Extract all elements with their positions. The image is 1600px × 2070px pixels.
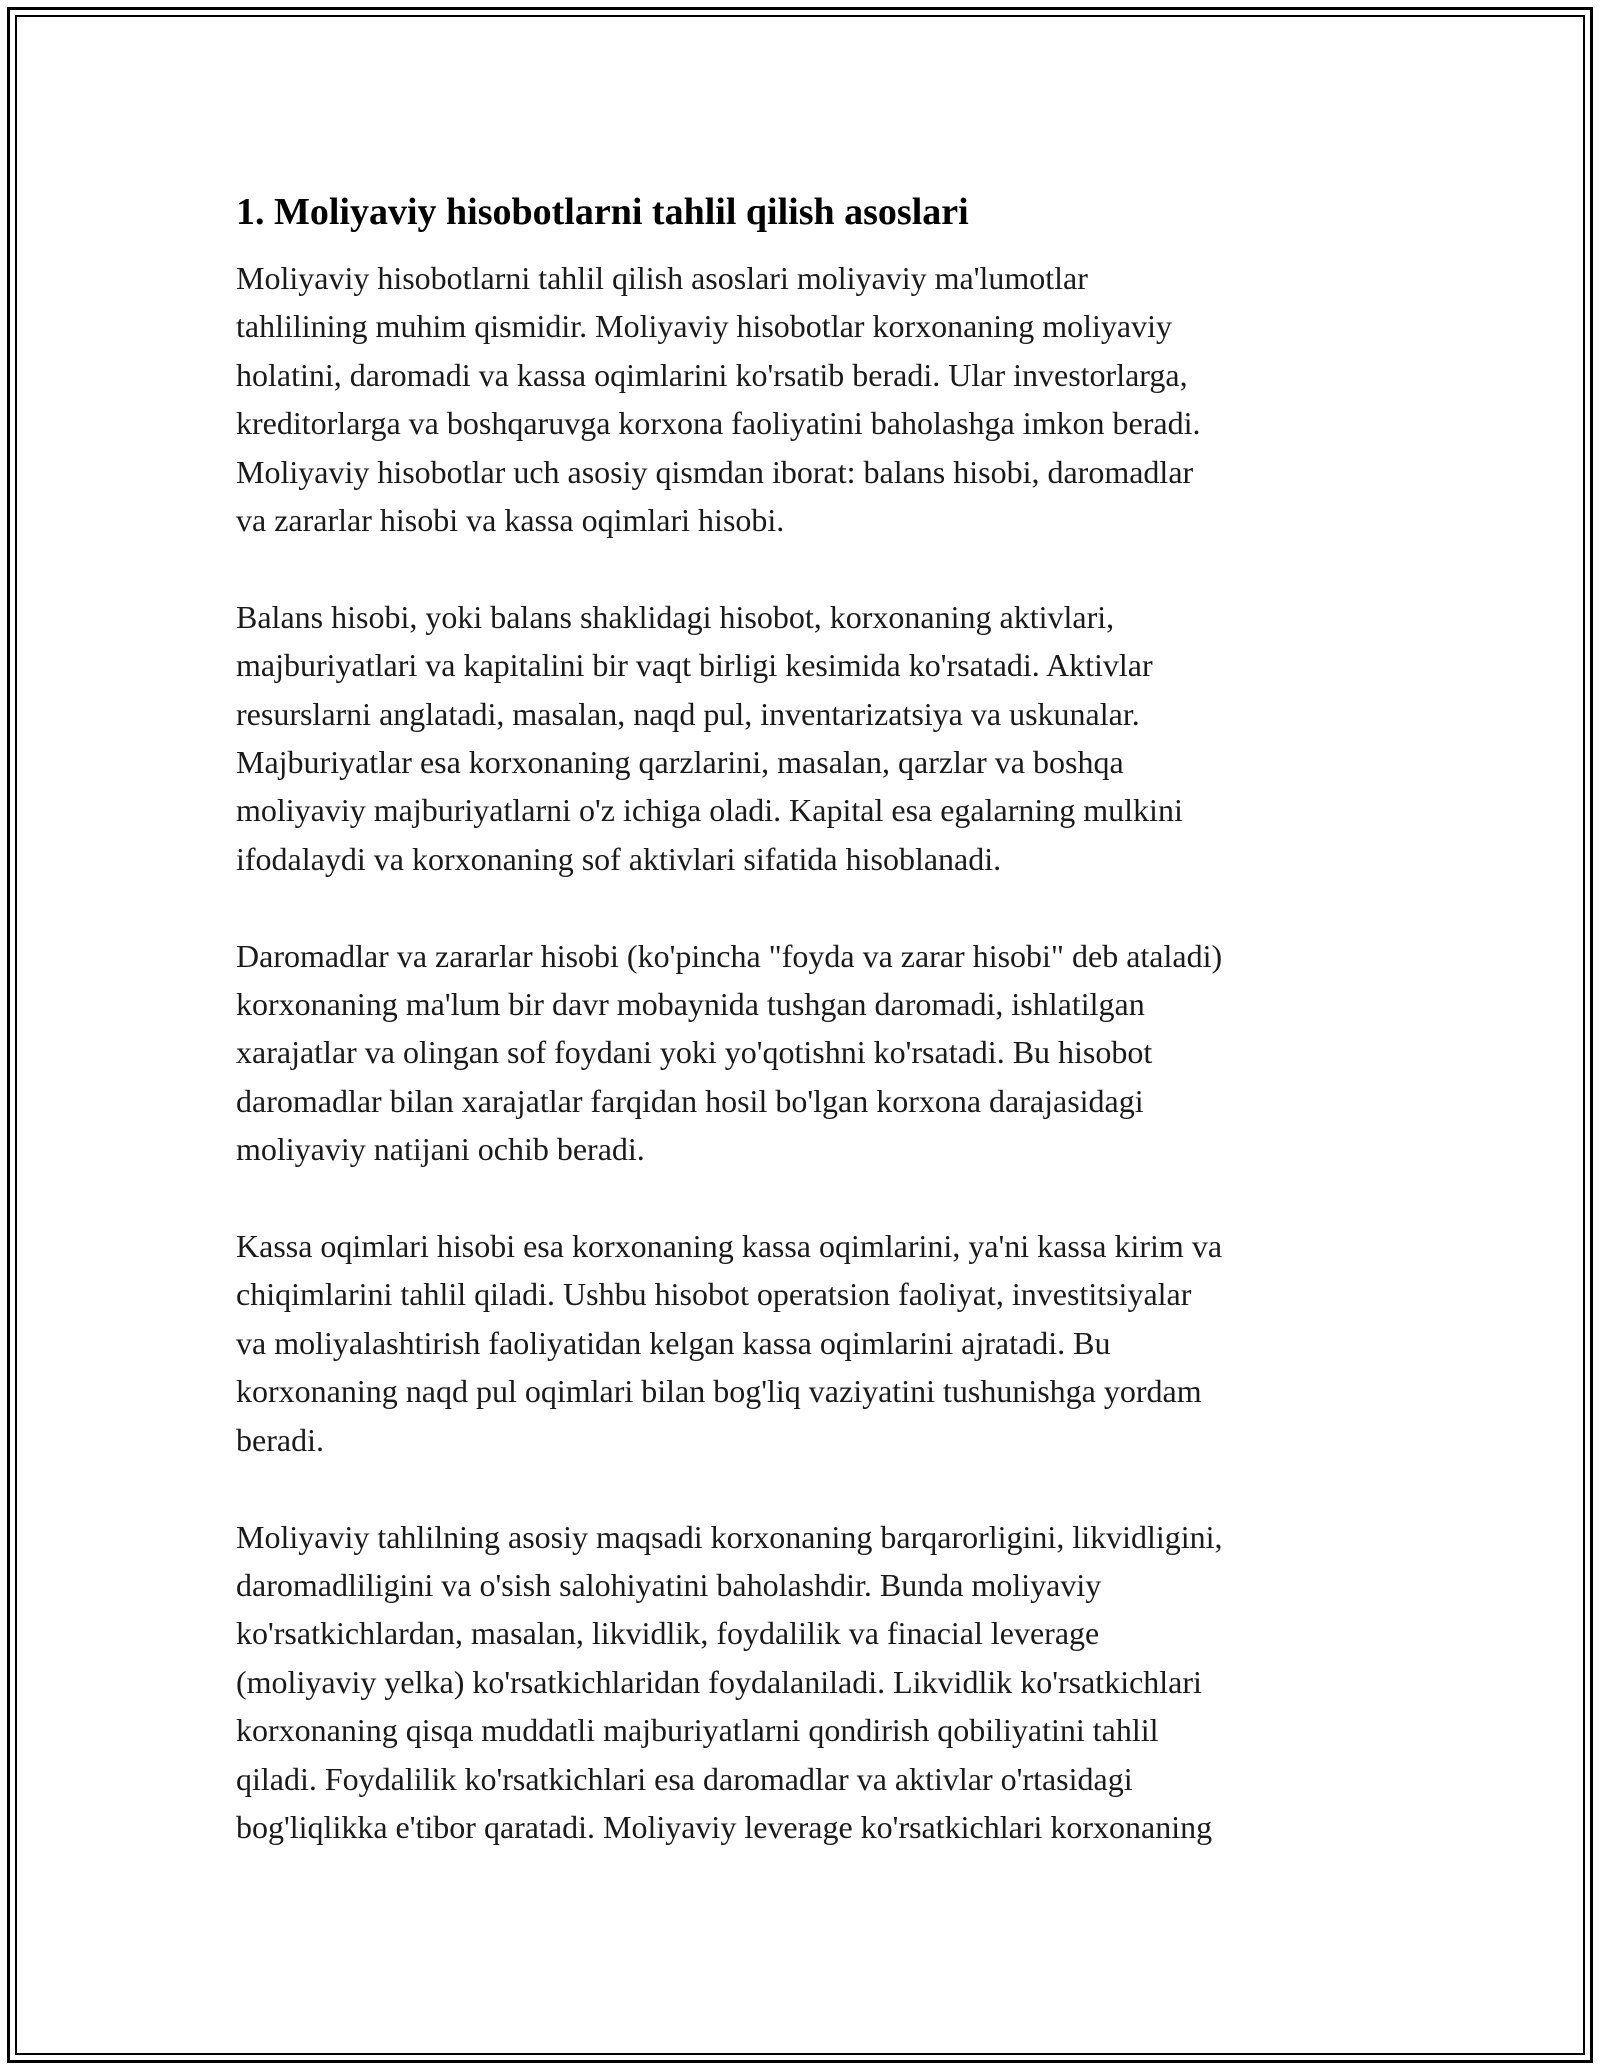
text-line: majburiyatlari va kapitalini bir vaqt birligi kesimida ko'rsatadi. Aktivlar [236, 647, 1153, 684]
text-line: chiqimlarini tahlil qiladi. Ushbu hisobot operatsion faoliyat, investitsiyalar [236, 1276, 1192, 1313]
paragraph-balance-sheet [236, 593, 1376, 883]
text-line: Daromadlar va zararlar hisobi (ko'pincha "foyda va zarar hisobi" deb ataladi) [236, 937, 1223, 974]
section-heading: 1. Moliyaviy hisobotlarni tahlil qilish asoslari [236, 191, 969, 233]
paragraph-analysis-goals [236, 1513, 1376, 1852]
text-line: Moliyaviy hisobotlar uch asosiy qismdan iborat: balans hisobi, daromadlar [236, 453, 1194, 490]
document-body [236, 184, 1376, 1900]
text-line: korxonaning qisqa muddatli majburiyatlarni qondirish qobiliyatini tahlil [236, 1712, 1159, 1749]
text-line: korxonaning naqd pul oqimlari bilan bog'liq vaziyatini tushunishga yordam [236, 1373, 1202, 1410]
paragraph-cash-flow [236, 1222, 1376, 1464]
text-line: Moliyaviy hisobotlarni tahlil qilish asoslari moliyaviy ma'lumotlar [236, 260, 1088, 296]
text-line: Moliyaviy tahlilning asosiy maqsadi korxonaning barqarorligini, likvidligini, [236, 1518, 1223, 1555]
text-line: ifodalaydi va korxonaning sof aktivlari sifatida hisoblanadi. [236, 840, 1002, 877]
text-line: kreditorlarga va boshqaruvga korxona faoliyatini baholashga imkon beradi. [236, 405, 1201, 442]
text-line: qiladi. Foydalilik ko'rsatkichlari esa daromadlar va aktivlar o'rtasidagi [236, 1760, 1133, 1797]
text-line: ko'rsatkichlardan, masalan, likvidlik, foydalilik va finacial leverage [236, 1615, 1100, 1652]
text-line: beradi. [236, 1421, 324, 1458]
text-line: korxonaning ma'lum bir davr mobaynida tushgan daromadi, ishlatilgan [236, 986, 1145, 1023]
text-line: Majburiyatlar esa korxonaning qarzlarini, masalan, qarzlar va boshqa [236, 744, 1124, 781]
text-line: Kassa oqimlari hisobi esa korxonaning kassa oqimlarini, ya'ni kassa kirim va [236, 1228, 1223, 1265]
paragraph-income-statement [236, 932, 1376, 1174]
text-line: moliyaviy majburiyatlarni o'z ichiga oladi. Kapital esa egalarning mulkini [236, 792, 1183, 829]
text-line: tahlilining muhim qismidir. Moliyaviy hisobotlar korxonaning moliyaviy [236, 308, 1172, 345]
text-line: daromadlar bilan xarajatlar farqidan hosil bo'lgan korxona darajasidagi [236, 1082, 1144, 1119]
text-line: bog'liqlikka e'tibor qaratadi. Moliyaviy leverage ko'rsatkichlari korxonaning [236, 1808, 1213, 1845]
text-line: Balans hisobi, yoki balans shaklidagi hisobot, korxonaning aktivlari, [236, 598, 1115, 635]
text-line: va zararlar hisobi va kassa oqimlari hisobi. [236, 502, 785, 539]
text-line: holatini, daromadi va kassa oqimlarini ko'rsatib beradi. Ular investorlarga, [236, 356, 1188, 393]
text-line: resurslarni anglatadi, masalan, naqd pul, inventarizatsiya va uskunalar. [236, 695, 1140, 732]
paragraph-intro [236, 254, 1376, 544]
text-line: va moliyalashtirish faoliyatidan kelgan kassa oqimlarini ajratadi. Bu [236, 1324, 1111, 1361]
text-line: daromadliligini va o'sish salohiyatini baholashdir. Bunda moliyaviy [236, 1566, 1102, 1603]
text-line: moliyaviy natijani ochib beradi. [236, 1131, 645, 1168]
text-line: xarajatlar va olingan sof foydani yoki yo'qotishni ko'rsatadi. Bu hisobot [236, 1034, 1153, 1071]
text-line: (moliyaviy yelka) ko'rsatkichlaridan foydalaniladi. Likvidlik ko'rsatkichlari [236, 1663, 1202, 1700]
